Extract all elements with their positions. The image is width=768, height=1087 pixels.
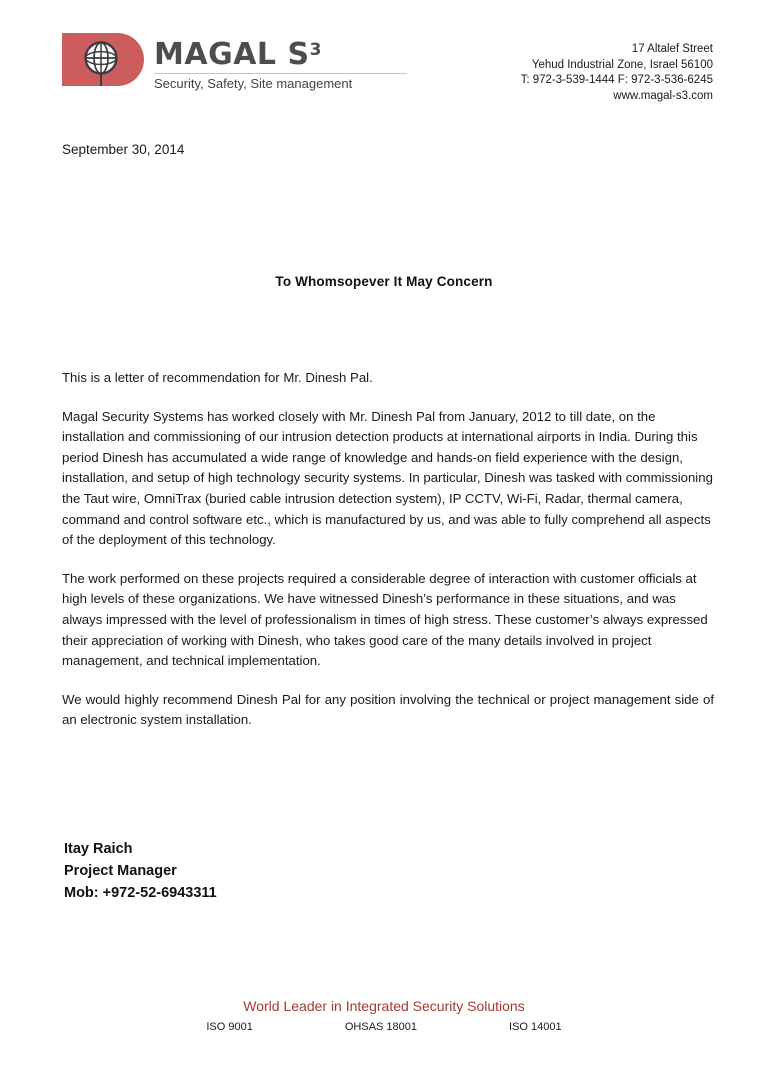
signature-name: Itay Raich [64, 841, 133, 857]
logo-tagline: Security, Safety, Site management [154, 76, 353, 91]
globe-stem-icon [100, 73, 102, 86]
certification-item: OHSAS 18001 [344, 1021, 418, 1033]
letter-paragraph: This is a letter of recommendation for Mr. Dinesh Pal. [62, 370, 373, 385]
signature-title: Project Manager [64, 863, 177, 879]
letter-paragraph: We would highly recommend Dinesh Pal for any position involving the technical or project management side of an electronic system installation. [62, 691, 714, 728]
letter-paragraph: Magal Security Systems has worked closely with Mr. Dinesh Pal from January, 2012 to till date, on the installation and commissioning of our intrusion detection products at international airports in India. During this period Dinesh has accumulated a wide range of knowledge and hands-on field experience with the design, installation, and setup of high technology security systems. In particular, Dinesh was tasked with commissioning the Taut wire, OmniTrax (buried cable intrusion detection system), IP CCTV, Wi-Fi, Radar, thermal camera, command and control software etc., which is manufactured by us, and was able to fully comprehend all aspects of the deployment of this technology. [62, 408, 713, 548]
address-phone-fax: T: 972-3-539-1444 F: 972-3-536-6245 [520, 74, 713, 86]
footer-certifications [0, 1021, 768, 1033]
logo-divider [154, 73, 407, 74]
globe-icon [84, 41, 118, 75]
letterhead-header [0, 0, 768, 120]
letter-body [62, 368, 714, 731]
page-footer [0, 996, 768, 1033]
logo-mark [62, 33, 148, 86]
certification-item: ISO 14001 [509, 1021, 562, 1033]
footer-tagline: World Leader in Integrated Security Solutions [243, 998, 525, 1014]
address-website: www.magal-s3.com [613, 89, 713, 102]
letter-date: September 30, 2014 [62, 142, 185, 157]
signature-block [64, 838, 217, 904]
company-address-block [521, 42, 713, 104]
letter-paragraph: The work performed on these projects required a considerable degree of interaction with customer officials at high levels of these organizations. We have witnessed Dinesh’s performance in these situations, and was always impressed with the level of professionalism in times of high stress. These customer’s always expressed their appreciation of working with Dinesh, who takes good care of the many details involved in project management, and technical implementation. [62, 570, 708, 669]
company-logo [62, 33, 362, 91]
address-street: 17 Altalef Street [631, 43, 713, 55]
logo-brand-superscript: 3 [309, 40, 322, 60]
certification-item: ISO 9001 [206, 1021, 253, 1033]
address-city-zone: Yehud Industrial Zone, Israel 56100 [531, 58, 713, 71]
logo-wordmark [154, 33, 414, 92]
logo-brand-text: MAGAL S [154, 37, 310, 72]
signature-mobile: Mob: +972-52-6943311 [64, 885, 217, 901]
letter-subject-line: To Whomsopever It May Concern [275, 274, 493, 289]
logo-brand-name [154, 33, 414, 72]
